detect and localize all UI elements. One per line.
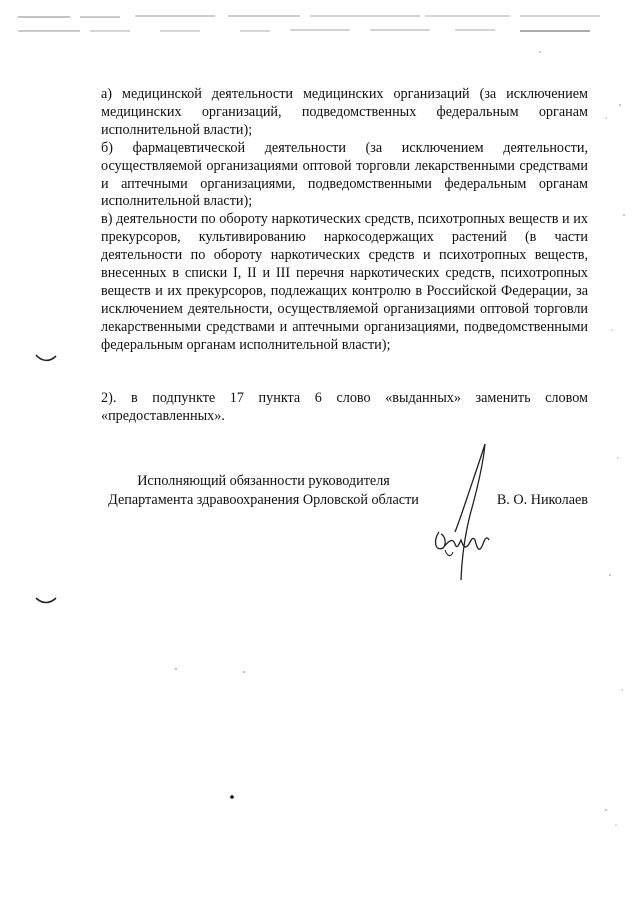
paragraph-point-2: 2). в подпункте 17 пункта 6 слово «выданных» заменить словом «предоставленных». — [101, 389, 588, 424]
signatory-name: В. О. Николаев — [496, 492, 588, 508]
document-body — [101, 86, 588, 425]
paragraph-a: а) медицинской деятельности медицинских организаций (за исключением медицинских организаций, подведомственных федеральным органам исполнительной власти); — [101, 86, 588, 138]
paragraph-spacer — [101, 355, 588, 390]
signatory-title-line-1: Исполняющий обязанности руководителя — [137, 473, 390, 489]
paragraph-c: в) деятельности по обороту наркотических средств, психотропных веществ и их прекурсоров, культивированию наркосодержащих растений (в части деятельности по обороту наркотических средств и психотропных веществ, внесенных в списки I, II и III перечня наркотических средств, психотропных веществ и их прекурсоров, подлежащих контролю в Российской Федерации, за исключением деятельности, осуществляемой организациями оптовой торговли лекарственными средствами и аптечными организациями, подведомственными федеральным органам исполнительной власти); — [101, 211, 588, 353]
handwritten-signature — [425, 440, 495, 590]
signatory-title — [101, 472, 426, 510]
scan-header-lines — [0, 0, 640, 40]
signature-block — [101, 472, 588, 512]
signatory-title-line-2: Департамента здравоохранения Орловской области — [108, 492, 419, 508]
paragraph-b: б) фармацевтической деятельности (за исключением деятельности, осуществляемой организациями оптовой торговли лекарственными средствами и аптечными организациями, подведомственными федеральным органам исполнительной власти); — [101, 139, 588, 210]
